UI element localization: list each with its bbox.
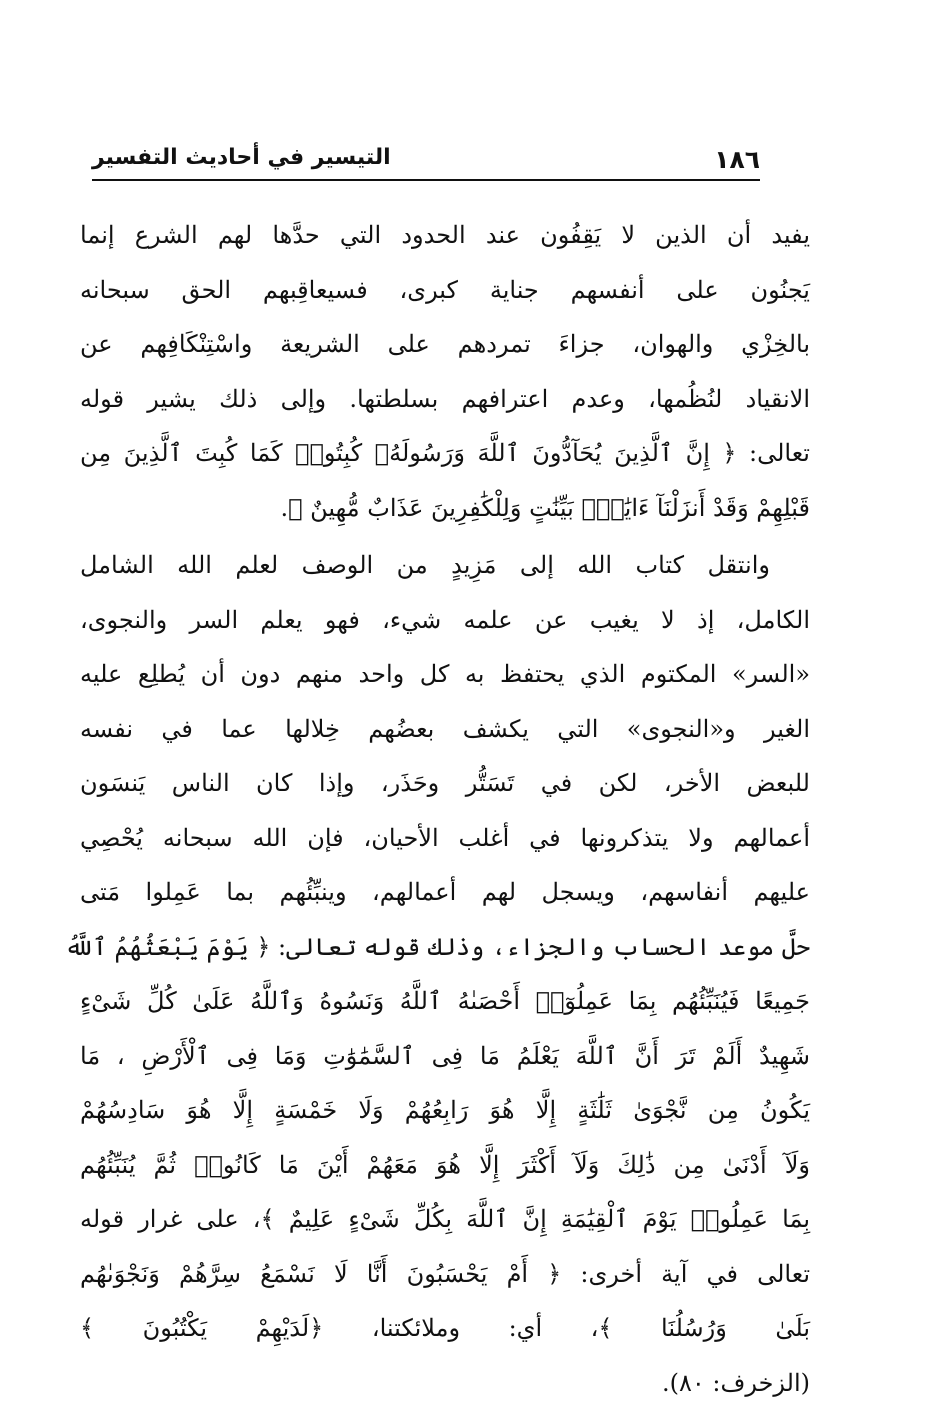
paragraph-1 (80, 208, 810, 535)
text-line: يَجنُون على أنفسهم جناية كبرى، فسيعاقِبهم الحق سبحانه (80, 263, 810, 318)
text-line: يَكُونُ مِن نَّجْوَىٰ ثَلَٰثَةٍ إِلَّا هُوَ رَابِعُهُمْ وَلَا خَمْسَةٍ إِلَّا هُوَ سَادِسُهُمْ (80, 1083, 810, 1138)
text-line: أعمالهم ولا يتذكرونها في أغلب الأحيان، فإن الله سبحانه يُحْصِي (80, 811, 810, 866)
paragraph-2 (80, 538, 810, 1410)
text-line: عليهم أنفاسهم، ويسجل لهم أعمالهم، وينبِّئُهم بما عَمِلوا مَتى (80, 865, 810, 920)
text-line: بَلَىٰ وَرُسُلُنَا ﴾، أي: وملائكتنا، ﴿لَدَيْهِمْ يَكْتُبُونَ ﴾ (80, 1301, 810, 1356)
page-number: ١٨٦ (714, 145, 760, 174)
running-title: التيسير في أحاديث التفسير (92, 145, 391, 170)
text-line: وَلَآ أَدْنَىٰ مِن ذَٰلِكَ وَلَآ أَكْثَرَ إِلَّا هُوَ مَعَهُمْ أَيْنَ مَا كَانُوا۟ ثُمَّ يُنَبِّئُهُم (80, 1138, 810, 1193)
text-line: قَبْلِهِمْ وَقَدْ أَنزَلْنَآ ءَايَٰتٍۭ بَيِّنَٰتٍ وَلِلْكَٰفِرِينَ عَذَابٌ مُّهِينٌ ﴾. (80, 481, 810, 536)
text-line: تعالى: ﴿ إِنَّ ٱلَّذِينَ يُحَآدُّونَ ٱللَّهَ وَرَسُولَهُۥ كُبِتُوا۟ كَمَا كُبِتَ ٱلَّذِينَ مِن (80, 426, 810, 481)
page-header (92, 143, 760, 181)
text-line: حلَّ موعد الحساب والجزاء، وذلك قوله تعالى: ﴿ يَوْمَ يَبْعَثُهُمُ ٱللَّهُ (80, 920, 810, 975)
text-line: شَهِيدٌ أَلَمْ تَرَ أَنَّ ٱللَّهَ يَعْلَمُ مَا فِى ٱلسَّمَٰوَٰتِ وَمَا فِى ٱلْأَرْضِ ، مَا (80, 1029, 810, 1084)
text-line: الانقياد لنُظُمها، وعدم اعترافهم بسلطتها. وإلى ذلك يشير قوله (80, 372, 810, 427)
text-line: جَمِيعًا فَيُنَبِّئُهُم بِمَا عَمِلُوٓا۟ أَحْصَىٰهُ ٱللَّهُ وَنَسُوهُ وَٱللَّهُ عَلَىٰ كُلِّ شَىْءٍ (80, 974, 810, 1029)
text-line: للبعض الأخر، لكن في تَسَتُّر وحَذَر، وإذا كان الناس يَنسَون (80, 756, 810, 811)
text-line: الغير و«النجوى» التي يكشف بعضُهم خِلالها عما في نفسه (80, 702, 810, 757)
text-line: «السر» المكتوم الذي يحتفظ به كل واحد منهم دون أن يُطلِع عليه (80, 647, 810, 702)
text-line: (الزخرف: ٨٠). (80, 1356, 810, 1410)
text-line: بِمَا عَمِلُوا۟ يَوْمَ ٱلْقِيَٰمَةِ إِنَّ ٱللَّهَ بِكُلِّ شَىْءٍ عَلِيمٌ ﴾، على غرار قوله (80, 1192, 810, 1247)
text-line: تعالى في آية أخرى: ﴿ أَمْ يَحْسَبُونَ أَنَّا لَا نَسْمَعُ سِرَّهُمْ وَنَجْوَىٰهُم (80, 1247, 810, 1302)
text-line: الكامل، إذ لا يغيب عن علمه شيء، فهو يعلم السر والنجوى، (80, 593, 810, 648)
text-line: بالخِزْي والهوان، جزاءَ تمردهم على الشريعة واسْتِنْكَافِهم عن (80, 317, 810, 372)
text-line: وانتقل كتاب الله إلى مَزِيدٍ من الوصف لعلم الله الشامل (80, 538, 810, 593)
text-line: يفيد أن الذين لا يَقِفُون عند الحدود التي حدَّها لهم الشرع إنما (80, 208, 810, 263)
